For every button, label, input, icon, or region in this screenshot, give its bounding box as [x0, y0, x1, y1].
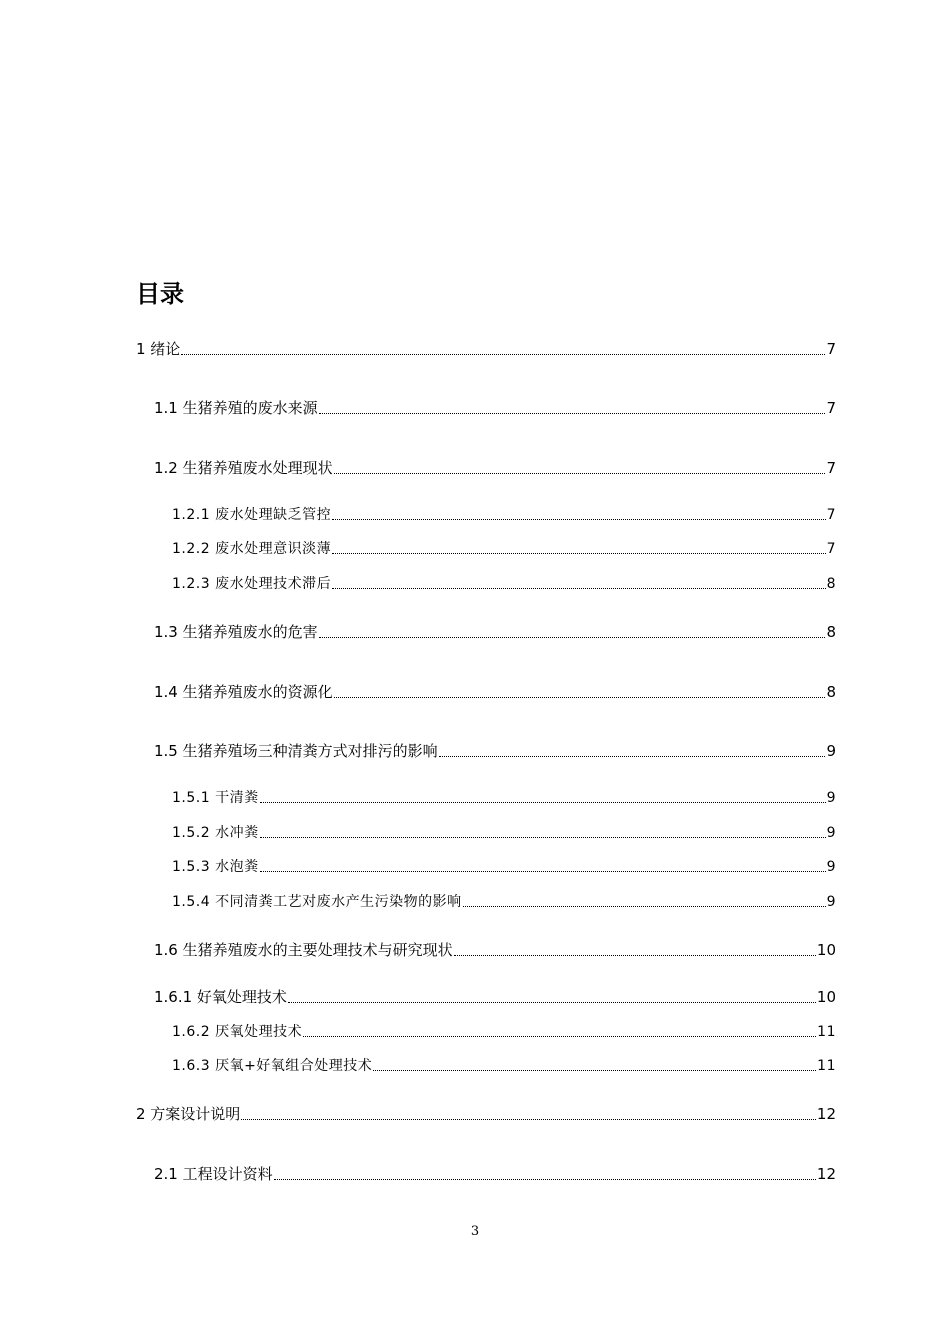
toc-entry-page: 10	[816, 941, 836, 959]
toc-entry[interactable]	[172, 573, 836, 593]
toc-leader-dots	[334, 696, 826, 698]
toc-leader-dots	[260, 870, 826, 872]
toc-entry-label: 1.5.4 不同清粪工艺对废水产生污染物的影响	[172, 894, 462, 910]
toc-leader-dots	[332, 587, 826, 589]
toc-entry-label: 1.5.1 干清粪	[172, 790, 259, 806]
toc-leader-dots	[319, 412, 826, 414]
page-number: 3	[470, 1224, 480, 1239]
toc-leader-dots	[454, 954, 816, 956]
toc-entry-page: 8	[826, 683, 836, 701]
toc-entry[interactable]	[154, 457, 836, 478]
toc-entry-page: 9	[826, 859, 836, 875]
toc-entry[interactable]	[154, 621, 836, 642]
toc-entry[interactable]	[136, 338, 836, 359]
toc-entry[interactable]	[172, 538, 836, 558]
toc-leader-dots	[332, 518, 826, 520]
toc-entry-label: 1.5 生猪养殖场三种清粪方式对排污的影响	[154, 742, 438, 760]
toc-entry-page: 7	[826, 459, 836, 477]
toc-entry-label: 1.4 生猪养殖废水的资源化	[154, 683, 333, 701]
toc-entry-page: 7	[826, 507, 836, 523]
toc-entry-page: 11	[817, 1024, 836, 1040]
toc-leader-dots	[334, 472, 826, 474]
toc-entry-page: 8	[826, 623, 836, 641]
toc-entry[interactable]	[172, 787, 836, 807]
toc-entry-page: 11	[817, 1058, 836, 1074]
toc-entry-page: 9	[826, 790, 836, 806]
toc-entry-label: 1.6.3 厌氧+好氧组合处理技术	[172, 1058, 373, 1074]
toc-entry-page: 12	[816, 1105, 836, 1123]
toc-entry-label: 1.2.1 废水处理缺乏管控	[172, 507, 332, 523]
toc-entry[interactable]	[154, 397, 836, 418]
toc-entry-page: 10	[816, 988, 836, 1006]
toc-entry-label: 2 方案设计说明	[136, 1105, 241, 1123]
toc-entry-page: 7	[826, 340, 836, 358]
toc-entry-page: 9	[826, 894, 836, 910]
toc-entry-page: 9	[826, 742, 836, 760]
toc-entry-label: 1.5.2 水冲粪	[172, 825, 259, 841]
toc-entry-label: 1.6 生猪养殖废水的主要处理技术与研究现状	[154, 941, 453, 959]
toc-title: 目录	[136, 280, 184, 308]
toc-leader-dots	[319, 636, 826, 638]
toc-entry[interactable]	[136, 1103, 836, 1124]
toc-entry-label: 1.5.3 水泡粪	[172, 859, 259, 875]
toc-entry[interactable]	[154, 740, 836, 761]
toc-leader-dots	[463, 905, 826, 907]
toc-leader-dots	[332, 552, 826, 554]
toc-entry[interactable]	[172, 822, 836, 842]
toc-entry[interactable]	[154, 986, 836, 1007]
toc-entry-page: 7	[826, 399, 836, 417]
toc-leader-dots	[181, 353, 825, 355]
toc-entry[interactable]	[154, 939, 836, 960]
toc-leader-dots	[439, 755, 826, 757]
toc-entry[interactable]	[154, 681, 836, 702]
toc-entry[interactable]	[172, 856, 836, 876]
toc-entry-page: 12	[816, 1165, 836, 1183]
toc-entry[interactable]	[172, 1021, 836, 1041]
toc-leader-dots	[260, 801, 826, 803]
toc-entry-label: 1.1 生猪养殖的废水来源	[154, 399, 318, 417]
toc-entry-page: 7	[826, 541, 836, 557]
toc-entry-page: 9	[826, 825, 836, 841]
toc-entry-label: 1.2 生猪养殖废水处理现状	[154, 459, 333, 477]
toc-leader-dots	[241, 1118, 816, 1120]
toc-entry-page: 8	[826, 576, 836, 592]
toc-entry[interactable]	[172, 891, 836, 911]
toc-leader-dots	[274, 1178, 816, 1180]
toc-entry[interactable]	[154, 1163, 836, 1184]
toc-entry-label: 1 绪论	[136, 340, 181, 358]
toc-entry-label: 1.6.1 好氧处理技术	[154, 988, 287, 1006]
toc-leader-dots	[288, 1001, 816, 1003]
toc-leader-dots	[260, 836, 826, 838]
toc-entry[interactable]	[172, 504, 836, 524]
toc-entry-label: 1.2.2 废水处理意识淡薄	[172, 541, 332, 557]
toc-leader-dots	[373, 1069, 816, 1071]
toc-entry-label: 2.1 工程设计资料	[154, 1165, 273, 1183]
toc-entry-label: 1.2.3 废水处理技术滞后	[172, 576, 332, 592]
toc-leader-dots	[303, 1035, 816, 1037]
toc-entry-label: 1.6.2 厌氧处理技术	[172, 1024, 303, 1040]
toc-entry-label: 1.3 生猪养殖废水的危害	[154, 623, 318, 641]
toc-entry[interactable]	[172, 1055, 836, 1075]
